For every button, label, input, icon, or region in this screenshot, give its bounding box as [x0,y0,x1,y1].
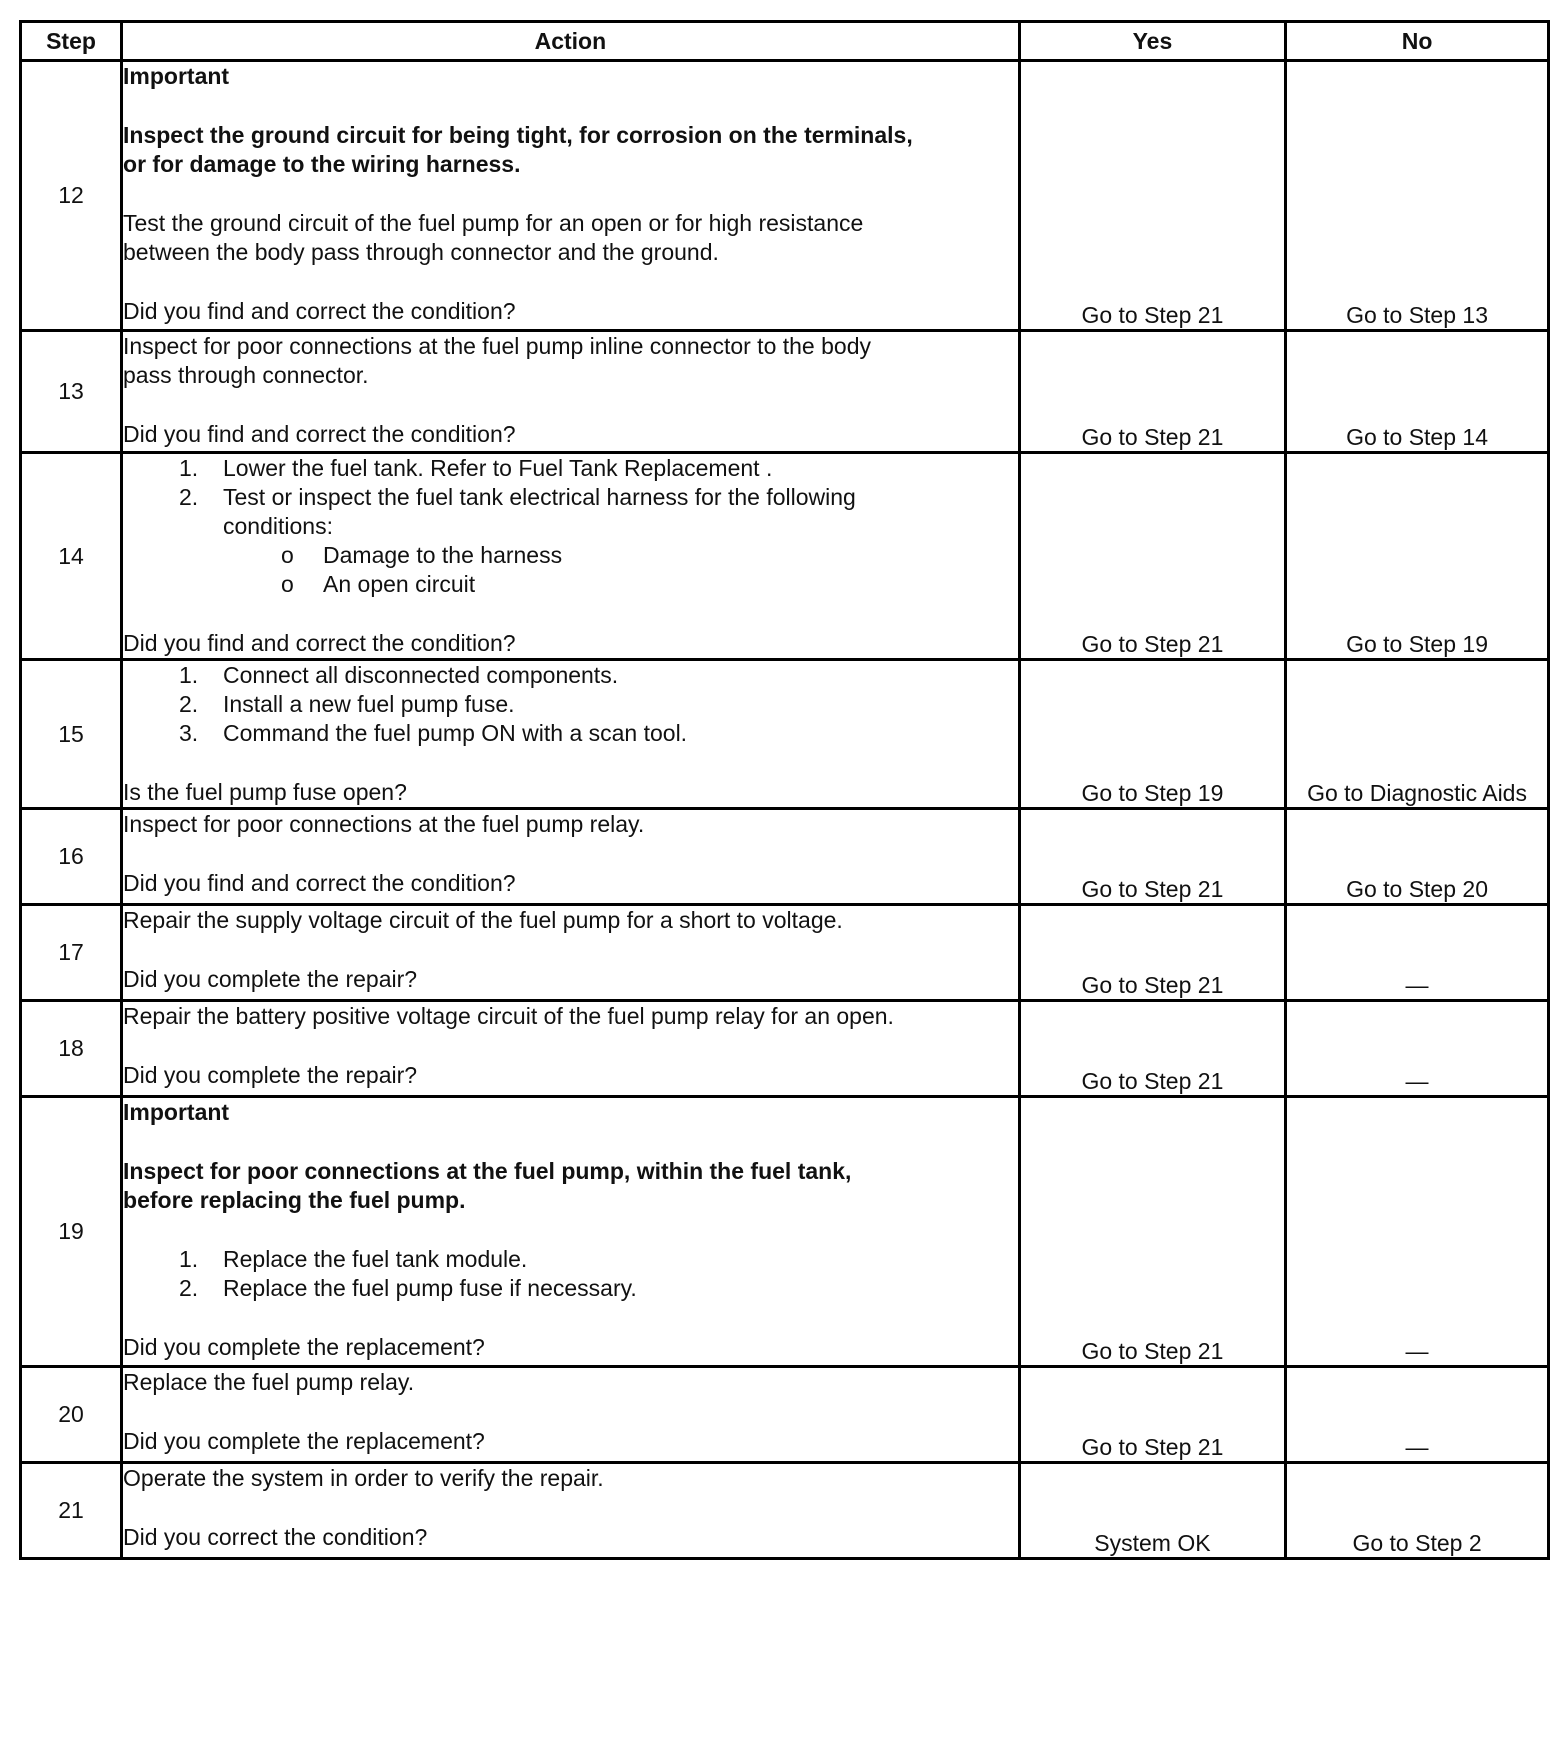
list-item [179,454,1018,483]
step-number: 16 [21,809,122,905]
numbered-list [123,661,1018,748]
action-question: Is the fuel pump fuse open? [123,779,407,805]
action-question: Did you find and correct the condition? [123,630,516,656]
action-text: Inspect for poor connections at the fuel pump inline connector to the body [123,333,871,359]
action-question: Did you complete the replacement? [123,1428,485,1454]
yes-result: Go to Step 21 [1019,61,1285,331]
table-row [21,660,1549,809]
numbered-list [123,454,1018,599]
list-text: Replace the fuel tank module. [223,1246,528,1272]
table-row [21,61,1549,331]
table-row [21,331,1549,453]
list-text: Connect all disconnected components. [223,662,619,688]
action-question: Did you find and correct the condition? [123,421,516,447]
list-item [179,1274,1018,1303]
action-question: Did you complete the replacement? [123,1334,485,1360]
action-text: Replace the fuel pump relay. [123,1369,415,1395]
list-text: Install a new fuel pump fuse. [223,691,515,717]
step-number: 14 [21,453,122,660]
action-question: Did you find and correct the condition? [123,870,516,896]
list-text: Test or inspect the fuel tank electrical harness for the following [223,484,856,510]
header-step: Step [21,22,122,61]
list-text: Replace the fuel pump fuse if necessary. [223,1275,637,1301]
list-item [179,690,1018,719]
step-number: 12 [21,61,122,331]
important-text: before replacing the fuel pump. [123,1187,466,1213]
yes-result: Go to Step 19 [1019,660,1285,809]
no-result: — [1286,1097,1549,1367]
action-cell [122,61,1020,331]
action-cell [122,1097,1020,1367]
list-number: 1. [179,662,199,688]
header-row [21,22,1549,61]
yes-result: Go to Step 21 [1019,1097,1285,1367]
bullet-marker: o [281,571,294,597]
table-row [21,453,1549,660]
list-text: conditions: [223,513,333,539]
list-text: Command the fuel pump ON with a scan tool. [223,720,688,746]
list-item [179,719,1018,748]
diagnostic-table [19,20,1550,1560]
no-result: Go to Step 14 [1286,331,1549,453]
step-number: 15 [21,660,122,809]
diagnostic-document [19,20,1550,1560]
numbered-list [123,1245,1018,1303]
action-text: Test the ground circuit of the fuel pump for an open or for high resistance [123,210,864,236]
no-result: — [1286,1367,1549,1463]
list-item [281,570,1018,599]
table-row [21,1001,1549,1097]
action-cell [122,1367,1020,1463]
no-result: Go to Step 20 [1286,809,1549,905]
list-number: 1. [179,1246,199,1272]
step-number: 13 [21,331,122,453]
list-item [179,661,1018,690]
header-yes: Yes [1019,22,1285,61]
no-result: — [1286,1001,1549,1097]
header-no: No [1286,22,1549,61]
action-cell [122,809,1020,905]
important-text: Inspect the ground circuit for being tight, for corrosion on the terminals, [123,122,913,148]
important-text: Inspect for poor connections at the fuel pump, within the fuel tank, [123,1158,852,1184]
table-row [21,809,1549,905]
table-row [21,1463,1549,1559]
important-label: Important [123,1099,230,1125]
yes-result: Go to Step 21 [1019,331,1285,453]
action-question: Did you find and correct the condition? [123,298,516,324]
list-item [281,541,1018,570]
no-result: Go to Diagnostic Aids [1286,660,1549,809]
step-number: 19 [21,1097,122,1367]
list-text: Damage to the harness [323,542,563,568]
bullet-marker: o [281,542,294,568]
step-number: 21 [21,1463,122,1559]
table-row [21,1367,1549,1463]
bullet-list [223,541,1018,599]
action-cell [122,1463,1020,1559]
action-text: pass through connector. [123,362,369,388]
step-number: 17 [21,905,122,1001]
list-text: An open circuit [323,571,476,597]
list-text: Lower the fuel tank. Refer to Fuel Tank Replacement . [223,455,773,481]
yes-result: System OK [1019,1463,1285,1559]
no-result: Go to Step 2 [1286,1463,1549,1559]
table-row [21,1097,1549,1367]
action-text: between the body pass through connector and the ground. [123,239,719,265]
action-cell [122,453,1020,660]
yes-result: Go to Step 21 [1019,453,1285,660]
list-number: 2. [179,691,199,717]
yes-result: Go to Step 21 [1019,809,1285,905]
important-text: or for damage to the wiring harness. [123,151,521,177]
important-label: Important [123,63,230,89]
list-item [179,483,1018,599]
action-question: Did you complete the repair? [123,966,418,992]
action-text: Repair the battery positive voltage circuit of the fuel pump relay for an open. [123,1003,894,1029]
action-cell [122,1001,1020,1097]
no-result: Go to Step 13 [1286,61,1549,331]
action-cell [122,331,1020,453]
action-question: Did you complete the repair? [123,1062,418,1088]
list-item [179,1245,1018,1274]
table-row [21,905,1549,1001]
no-result: Go to Step 19 [1286,453,1549,660]
action-cell [122,660,1020,809]
list-number: 2. [179,484,199,510]
action-text: Repair the supply voltage circuit of the fuel pump for a short to voltage. [123,907,843,933]
action-question: Did you correct the condition? [123,1524,428,1550]
yes-result: Go to Step 21 [1019,905,1285,1001]
action-text: Operate the system in order to verify the repair. [123,1465,604,1491]
yes-result: Go to Step 21 [1019,1001,1285,1097]
step-number: 18 [21,1001,122,1097]
no-result: — [1286,905,1549,1001]
header-action: Action [122,22,1020,61]
action-text: Inspect for poor connections at the fuel pump relay. [123,811,645,837]
list-number: 2. [179,1275,199,1301]
list-number: 3. [179,720,199,746]
action-cell [122,905,1020,1001]
yes-result: Go to Step 21 [1019,1367,1285,1463]
list-number: 1. [179,455,199,481]
step-number: 20 [21,1367,122,1463]
